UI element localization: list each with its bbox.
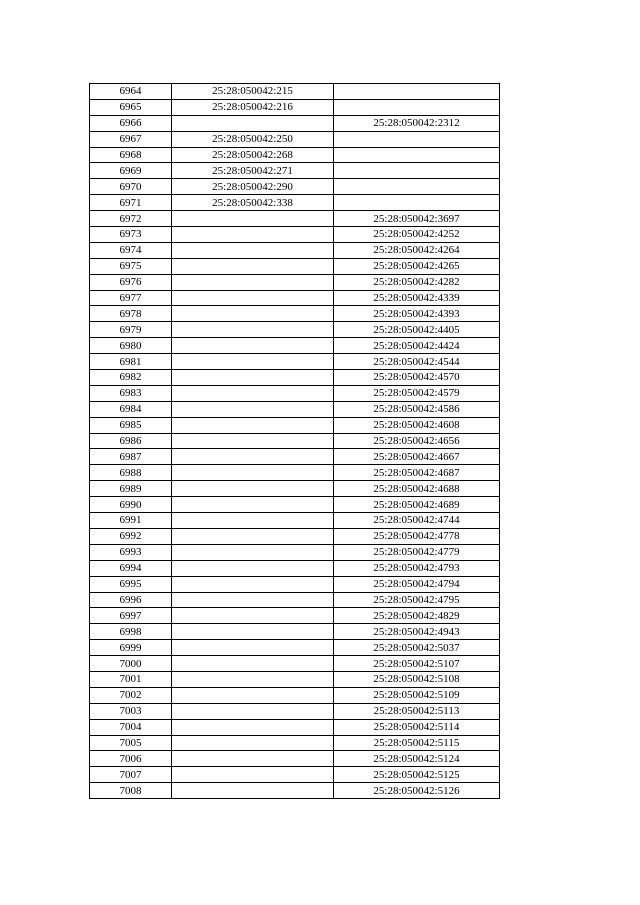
table-row — [90, 465, 500, 481]
cadastral-number-cell-b — [334, 147, 500, 163]
row-number-cell: 7001 — [90, 671, 172, 687]
table-row — [90, 592, 500, 608]
cadastral-number-cell-a — [172, 783, 334, 799]
table-row — [90, 417, 500, 433]
cadastral-number-cell-a — [172, 449, 334, 465]
row-number-cell: 6971 — [90, 195, 172, 211]
row-number-cell: 6991 — [90, 513, 172, 529]
cadastral-number-cell-b: 25:28:050042:4393 — [334, 306, 500, 322]
row-number-cell: 6993 — [90, 544, 172, 560]
cadastral-number-cell-b: 25:28:050042:5126 — [334, 783, 500, 799]
row-number-cell: 6965 — [90, 99, 172, 115]
table-row — [90, 751, 500, 767]
cadastral-number-cell-b: 25:28:050042:4264 — [334, 242, 500, 258]
cadastral-number-cell-b: 25:28:050042:4252 — [334, 227, 500, 243]
row-number-cell: 6986 — [90, 433, 172, 449]
cadastral-number-cell-b: 25:28:050042:5109 — [334, 687, 500, 703]
cadastral-number-cell-b — [334, 195, 500, 211]
cadastral-number-cell-a — [172, 211, 334, 227]
row-number-cell: 7003 — [90, 703, 172, 719]
table-row — [90, 687, 500, 703]
cadastral-number-cell-b: 25:28:050042:4579 — [334, 385, 500, 401]
cadastral-number-cell-b: 25:28:050042:4667 — [334, 449, 500, 465]
cadastral-number-cell-b: 25:28:050042:5107 — [334, 656, 500, 672]
cadastral-number-cell-a — [172, 417, 334, 433]
table-row — [90, 99, 500, 115]
row-number-cell: 6999 — [90, 640, 172, 656]
cadastral-number-cell-a — [172, 592, 334, 608]
cadastral-number-cell-b: 25:28:050042:4586 — [334, 401, 500, 417]
cadastral-number-cell-b: 25:28:050042:4794 — [334, 576, 500, 592]
cadastral-number-cell-b: 25:28:050042:4795 — [334, 592, 500, 608]
table-row — [90, 227, 500, 243]
table-row — [90, 481, 500, 497]
cadastral-number-cell-b — [334, 179, 500, 195]
table-row — [90, 656, 500, 672]
cadastral-number-cell-b: 25:28:050042:2312 — [334, 115, 500, 131]
row-number-cell: 6978 — [90, 306, 172, 322]
row-number-cell: 6994 — [90, 560, 172, 576]
table-row — [90, 783, 500, 799]
cadastral-number-cell-b: 25:28:050042:3697 — [334, 211, 500, 227]
row-number-cell: 6969 — [90, 163, 172, 179]
cadastral-number-cell-b: 25:28:050042:4793 — [334, 560, 500, 576]
row-number-cell: 6988 — [90, 465, 172, 481]
cadastral-number-cell-b: 25:28:050042:4339 — [334, 290, 500, 306]
cadastral-number-cell-b: 25:28:050042:4424 — [334, 338, 500, 354]
cadastral-number-cell-b: 25:28:050042:4687 — [334, 465, 500, 481]
row-number-cell: 6967 — [90, 131, 172, 147]
table-row — [90, 576, 500, 592]
cadastral-number-cell-a: 25:28:050042:215 — [172, 84, 334, 100]
cadastral-number-cell-a — [172, 433, 334, 449]
cadastral-number-cell-b: 25:28:050042:5114 — [334, 719, 500, 735]
table-row — [90, 131, 500, 147]
table-row — [90, 338, 500, 354]
row-number-cell: 6997 — [90, 608, 172, 624]
cadastral-number-cell-a — [172, 640, 334, 656]
cadastral-number-cell-a — [172, 624, 334, 640]
row-number-cell: 6981 — [90, 354, 172, 370]
row-number-cell: 6996 — [90, 592, 172, 608]
row-number-cell: 7007 — [90, 767, 172, 783]
table-row — [90, 211, 500, 227]
table-row — [90, 179, 500, 195]
row-number-cell: 6984 — [90, 401, 172, 417]
row-number-cell: 7000 — [90, 656, 172, 672]
cadastral-number-cell-a — [172, 528, 334, 544]
cadastral-number-cell-b: 25:28:050042:4405 — [334, 322, 500, 338]
table-row — [90, 560, 500, 576]
table-row — [90, 84, 500, 100]
table-row — [90, 401, 500, 417]
row-number-cell: 6970 — [90, 179, 172, 195]
cadastral-number-cell-a — [172, 322, 334, 338]
cadastral-number-cell-b: 25:28:050042:5125 — [334, 767, 500, 783]
cadastral-number-cell-a — [172, 767, 334, 783]
row-number-cell: 7005 — [90, 735, 172, 751]
cadastral-number-cell-a — [172, 227, 334, 243]
table-row — [90, 735, 500, 751]
table-row — [90, 528, 500, 544]
cadastral-number-cell-a — [172, 465, 334, 481]
cadastral-number-cell-b: 25:28:050042:5037 — [334, 640, 500, 656]
row-number-cell: 6980 — [90, 338, 172, 354]
table-row — [90, 274, 500, 290]
cadastral-number-cell-b: 25:28:050042:4689 — [334, 497, 500, 513]
cadastral-number-cell-a: 25:28:050042:250 — [172, 131, 334, 147]
cadastral-number-cell-a: 25:28:050042:271 — [172, 163, 334, 179]
cadastral-number-cell-a — [172, 306, 334, 322]
cadastral-number-cell-b: 25:28:050042:4829 — [334, 608, 500, 624]
cadastral-number-cell-a — [172, 481, 334, 497]
cadastral-number-cell-a — [172, 560, 334, 576]
cadastral-number-cell-b — [334, 84, 500, 100]
table-row — [90, 385, 500, 401]
cadastral-number-cell-b: 25:28:050042:4943 — [334, 624, 500, 640]
row-number-cell: 6966 — [90, 115, 172, 131]
cadastral-number-cell-b — [334, 163, 500, 179]
row-number-cell: 6990 — [90, 497, 172, 513]
cadastral-number-cell-a — [172, 576, 334, 592]
cadastral-number-cell-a — [172, 719, 334, 735]
cadastral-number-cell-b: 25:28:050042:4570 — [334, 370, 500, 386]
table-row — [90, 767, 500, 783]
cadastral-number-cell-a — [172, 703, 334, 719]
table-row — [90, 513, 500, 529]
row-number-cell: 6987 — [90, 449, 172, 465]
row-number-cell: 6982 — [90, 370, 172, 386]
table-row — [90, 544, 500, 560]
table-row — [90, 370, 500, 386]
cadastral-number-cell-b — [334, 131, 500, 147]
table-row — [90, 719, 500, 735]
row-number-cell: 6973 — [90, 227, 172, 243]
table-row — [90, 258, 500, 274]
cadastral-number-cell-b: 25:28:050042:4282 — [334, 274, 500, 290]
cadastral-number-cell-b: 25:28:050042:5113 — [334, 703, 500, 719]
cadastral-number-cell-a — [172, 401, 334, 417]
table-row — [90, 449, 500, 465]
cadastral-number-cell-b: 25:28:050042:4779 — [334, 544, 500, 560]
table-row — [90, 306, 500, 322]
row-number-cell: 6977 — [90, 290, 172, 306]
table-row — [90, 322, 500, 338]
cadastral-number-cell-a — [172, 687, 334, 703]
cadastral-number-cell-a — [172, 290, 334, 306]
table-row — [90, 497, 500, 513]
cadastral-number-cell-a — [172, 671, 334, 687]
table-row — [90, 290, 500, 306]
row-number-cell: 6985 — [90, 417, 172, 433]
row-number-cell: 7006 — [90, 751, 172, 767]
row-number-cell: 6964 — [90, 84, 172, 100]
cadastral-number-cell-b: 25:28:050042:5124 — [334, 751, 500, 767]
row-number-cell: 6979 — [90, 322, 172, 338]
cadastral-number-cell-a — [172, 115, 334, 131]
row-number-cell: 6992 — [90, 528, 172, 544]
table-row — [90, 640, 500, 656]
cadastral-number-cell-a — [172, 258, 334, 274]
table-row — [90, 433, 500, 449]
cadastral-number-cell-b: 25:28:050042:4688 — [334, 481, 500, 497]
cadastral-number-cell-a — [172, 608, 334, 624]
cadastral-number-cell-a — [172, 274, 334, 290]
cadastral-number-cell-a — [172, 656, 334, 672]
table-row — [90, 115, 500, 131]
cadastral-number-cell-b: 25:28:050042:4656 — [334, 433, 500, 449]
table-row — [90, 671, 500, 687]
row-number-cell: 6975 — [90, 258, 172, 274]
table-row — [90, 147, 500, 163]
cadastral-number-cell-a — [172, 497, 334, 513]
cadastral-number-cell-b — [334, 99, 500, 115]
table-body — [90, 84, 500, 799]
cadastral-number-cell-a — [172, 242, 334, 258]
cadastral-number-cell-b: 25:28:050042:4608 — [334, 417, 500, 433]
cadastral-number-cell-a — [172, 513, 334, 529]
table-row — [90, 608, 500, 624]
cadastral-number-cell-a — [172, 751, 334, 767]
cadastral-number-cell-a — [172, 735, 334, 751]
table-row — [90, 354, 500, 370]
cadastral-number-cell-a: 25:28:050042:290 — [172, 179, 334, 195]
cadastral-number-cell-a: 25:28:050042:268 — [172, 147, 334, 163]
cadastral-number-table — [89, 83, 500, 799]
cadastral-number-cell-b: 25:28:050042:4265 — [334, 258, 500, 274]
table-row — [90, 624, 500, 640]
cadastral-number-cell-b: 25:28:050042:4778 — [334, 528, 500, 544]
cadastral-number-cell-a — [172, 370, 334, 386]
cadastral-number-cell-a: 25:28:050042:338 — [172, 195, 334, 211]
cadastral-number-cell-b: 25:28:050042:5108 — [334, 671, 500, 687]
cadastral-number-cell-a: 25:28:050042:216 — [172, 99, 334, 115]
row-number-cell: 7002 — [90, 687, 172, 703]
row-number-cell: 6974 — [90, 242, 172, 258]
row-number-cell: 6995 — [90, 576, 172, 592]
row-number-cell: 7004 — [90, 719, 172, 735]
row-number-cell: 7008 — [90, 783, 172, 799]
table-row — [90, 163, 500, 179]
row-number-cell: 6989 — [90, 481, 172, 497]
table-row — [90, 242, 500, 258]
cadastral-number-cell-a — [172, 544, 334, 560]
cadastral-number-cell-a — [172, 338, 334, 354]
table-row — [90, 703, 500, 719]
table-row — [90, 195, 500, 211]
cadastral-number-cell-b: 25:28:050042:5115 — [334, 735, 500, 751]
cadastral-number-cell-a — [172, 385, 334, 401]
row-number-cell: 6976 — [90, 274, 172, 290]
row-number-cell: 6972 — [90, 211, 172, 227]
row-number-cell: 6968 — [90, 147, 172, 163]
row-number-cell: 6998 — [90, 624, 172, 640]
cadastral-number-cell-b: 25:28:050042:4744 — [334, 513, 500, 529]
row-number-cell: 6983 — [90, 385, 172, 401]
cadastral-number-cell-b: 25:28:050042:4544 — [334, 354, 500, 370]
cadastral-number-cell-a — [172, 354, 334, 370]
